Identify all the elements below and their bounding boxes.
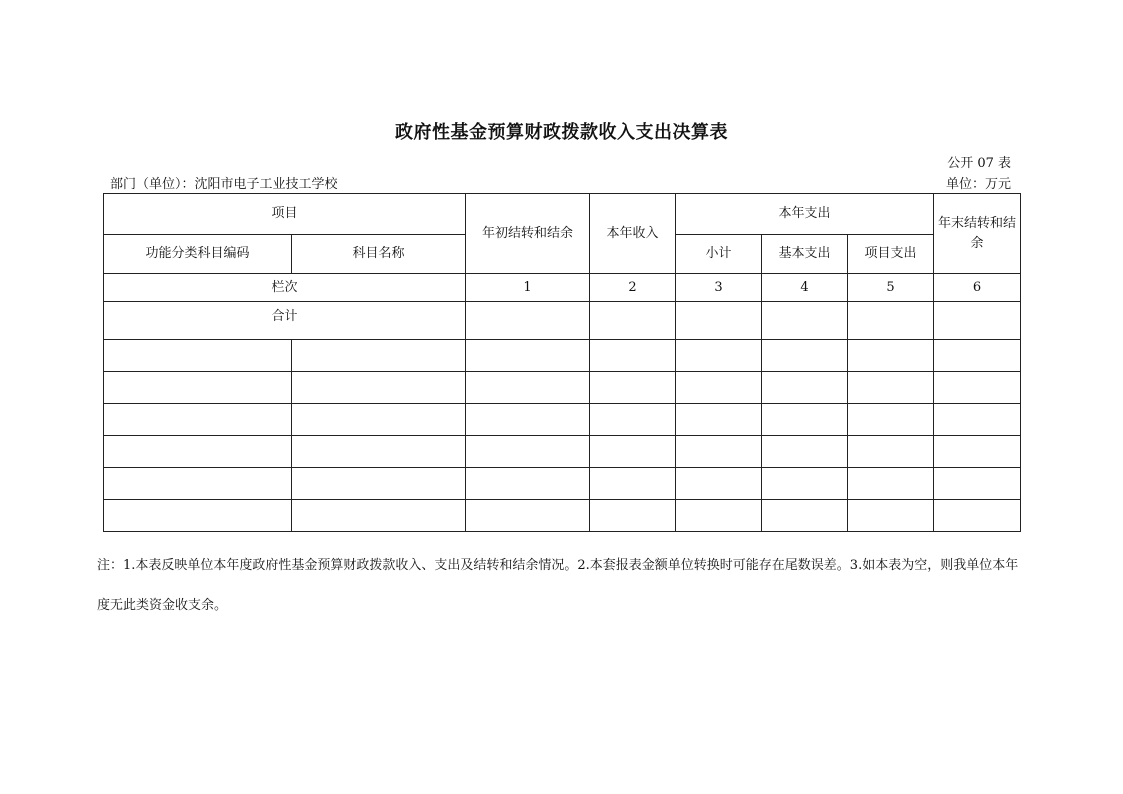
department-label: 部门（单位）：沈阳市电子工业技工学校 — [110, 177, 338, 192]
column-number: 1 — [466, 274, 590, 302]
header-item: 项目 — [104, 194, 466, 235]
header-current-income: 本年收入 — [590, 194, 676, 274]
table-cell — [848, 404, 934, 436]
table-cell — [848, 468, 934, 500]
table-cell — [934, 468, 1021, 500]
total-row — [104, 302, 1021, 340]
table-cell — [848, 372, 934, 404]
column-number-label: 栏次 — [104, 274, 466, 302]
table-cell — [676, 302, 762, 340]
footnote: 注：1.本表反映单位本年度政府性基金预算财政拨款收入、支出及结转和结余情况。2.本套报表金额单位转换时可能存在尾数误差。3.如本表为空，则我单位本年度无此类资金收支余。 — [97, 558, 1019, 613]
table-row — [104, 468, 1021, 500]
table-cell — [292, 340, 466, 372]
table-cell — [292, 436, 466, 468]
table-cell — [762, 436, 848, 468]
table-cell — [466, 372, 590, 404]
table-cell — [934, 436, 1021, 468]
fund-budget-table — [103, 193, 1021, 532]
header-func-code: 功能分类科目编码 — [104, 235, 292, 274]
table-cell — [292, 500, 466, 532]
table-cell — [934, 372, 1021, 404]
table-cell — [590, 340, 676, 372]
header-subtotal: 小计 — [676, 235, 762, 274]
header-ending-balance: 年末结转和结余 — [934, 194, 1021, 274]
table-row — [104, 436, 1021, 468]
header-basic-expenditure: 基本支出 — [762, 235, 848, 274]
table-cell — [466, 468, 590, 500]
header-beginning-balance: 年初结转和结余 — [466, 194, 590, 274]
table-cell — [676, 468, 762, 500]
table-cell — [762, 340, 848, 372]
table-cell — [848, 340, 934, 372]
column-number: 5 — [848, 274, 934, 302]
table-cell — [934, 500, 1021, 532]
header-current-expenditure: 本年支出 — [676, 194, 934, 235]
table-cell — [292, 372, 466, 404]
table-cell — [676, 404, 762, 436]
table-cell — [848, 500, 934, 532]
header-subject-name: 科目名称 — [292, 235, 466, 274]
table-cell — [676, 372, 762, 404]
table-cell — [848, 302, 934, 340]
table-cell — [104, 468, 292, 500]
table-cell — [104, 404, 292, 436]
table-cell — [104, 372, 292, 404]
unit-label: 单位：万元 — [945, 177, 1011, 192]
column-number: 6 — [934, 274, 1021, 302]
table-cell — [590, 436, 676, 468]
table-cell — [762, 302, 848, 340]
column-number-row — [104, 274, 1021, 302]
header-project-expenditure: 项目支出 — [848, 235, 934, 274]
table-cell — [466, 436, 590, 468]
table-cell — [934, 302, 1021, 340]
header-row-1 — [104, 194, 1021, 235]
table-cell — [848, 436, 934, 468]
form-code: 公开 07 表 — [947, 156, 1011, 171]
table-cell — [104, 500, 292, 532]
table-cell — [762, 404, 848, 436]
table-cell — [762, 500, 848, 532]
table-cell — [292, 468, 466, 500]
table-cell — [466, 302, 590, 340]
table-cell — [590, 404, 676, 436]
table-cell — [292, 404, 466, 436]
table-cell — [104, 340, 292, 372]
table-row — [104, 372, 1021, 404]
table-cell — [934, 404, 1021, 436]
table-cell — [762, 372, 848, 404]
table-cell — [466, 404, 590, 436]
column-number: 4 — [762, 274, 848, 302]
total-label: 合计 — [104, 302, 466, 340]
table-cell — [590, 468, 676, 500]
table-cell — [676, 500, 762, 532]
table-cell — [104, 436, 292, 468]
table-cell — [466, 500, 590, 532]
column-number: 3 — [676, 274, 762, 302]
table-cell — [676, 340, 762, 372]
table-row — [104, 404, 1021, 436]
table-cell — [676, 436, 762, 468]
table-cell — [466, 340, 590, 372]
table-cell — [590, 302, 676, 340]
table-row — [104, 500, 1021, 532]
page-title: 政府性基金预算财政拨款收入支出决算表 — [395, 122, 728, 143]
table-row — [104, 340, 1021, 372]
table-cell — [590, 372, 676, 404]
table-cell — [934, 340, 1021, 372]
table-cell — [590, 500, 676, 532]
column-number: 2 — [590, 274, 676, 302]
table-cell — [762, 468, 848, 500]
